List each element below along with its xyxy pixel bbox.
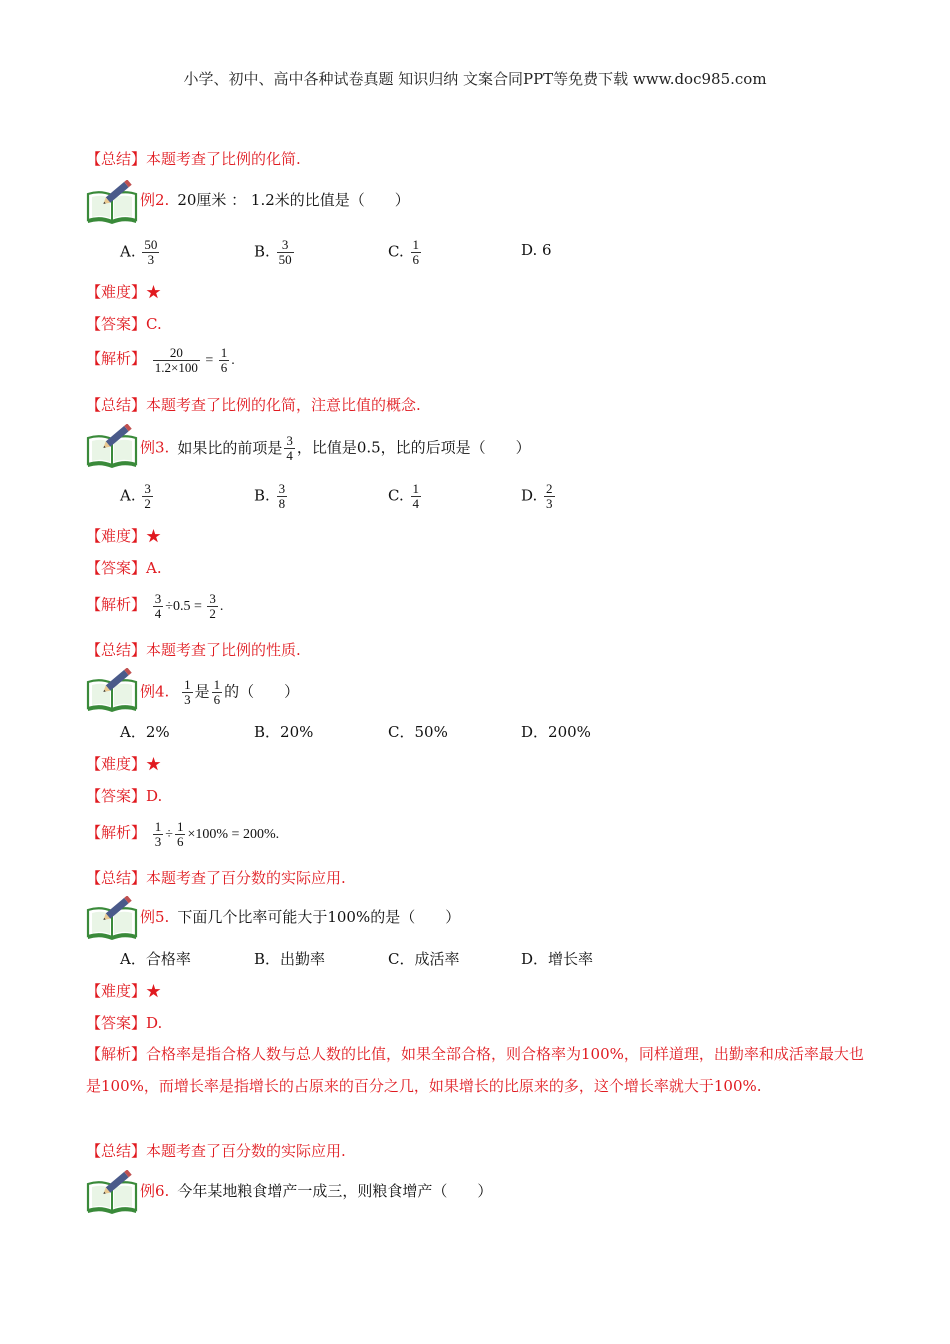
example-5-question: 例5. 下面几个比率可能大于100%的是（ ）: [140, 908, 461, 926]
summary-line: 【总结】本题考查了百分数的实际应用.: [86, 869, 346, 887]
summary-label: 【总结】: [86, 150, 147, 168]
star-icon: ★: [146, 283, 162, 301]
page-header: 小学、初中、高中各种试卷真题 知识归纳 文案合同PPT等免费下载 www.doc985.com: [183, 70, 767, 88]
summary-line: 【总结】本题考查了比例的化简，注意比值的概念.: [86, 396, 421, 414]
example-number: 例2.: [140, 191, 170, 209]
analysis-line: 【解析】 $\frac{20}{1.2\times 100}$ = $\frac{1}{6}$ .: [86, 345, 235, 375]
book-pencil-icon: [86, 180, 138, 224]
difficulty-line: 【难度】★: [86, 283, 162, 301]
example-number: 例6.: [140, 1182, 170, 1200]
analysis-line: 【解析】 $\frac{3}{4}$ ÷0.5 = $\frac{3}{2}$ .: [86, 591, 224, 621]
answer-line: 【答案】C.: [86, 315, 162, 333]
answer-line: 【答案】A.: [86, 559, 162, 577]
summary-line: 【总结】本题考查了百分数的实际应用.: [86, 1142, 346, 1160]
book-pencil-icon: [86, 668, 138, 712]
star-icon: ★: [146, 982, 162, 1000]
option-d: D. $\frac{2}{3}$: [521, 481, 553, 511]
option-c: C．50%: [388, 723, 448, 741]
answer-line: 【答案】D.: [86, 1014, 163, 1032]
question-text: 20厘米 ： 1.2米的比值是（ ）: [177, 191, 410, 209]
option-d: D．200%: [521, 723, 591, 741]
difficulty-line: 【难度】★: [86, 982, 162, 1000]
answer-value: D.: [146, 1014, 163, 1032]
answer-value: A.: [146, 559, 162, 577]
option-a: A．2%: [120, 723, 170, 741]
analysis-line: 【解析】 $\frac{1}{3}$ ÷ $\frac{1}{6}$ ×100% = 200%.: [86, 819, 280, 849]
option-d: D．增长率: [521, 950, 594, 968]
option-b: B．出勤率: [254, 950, 326, 968]
option-b: B. $\frac{3}{50}$: [254, 237, 292, 267]
difficulty-line: 【难度】★: [86, 527, 162, 545]
example-3-question: 例3. 如果比的前项是 $\frac{3}{4}$ ，比值是0.5，比的后项是（ ）: [140, 433, 531, 463]
analysis-paragraph: 【解析】合格率是指合格人数与总人数的比值，如果全部合格，则合格率为100%，同样道理，出勤率和成活率最大也是100%，而增长率是指增长的占原来的百分之几，如果增长的比原来的多，这个增长率就大于100%.: [86, 1045, 864, 1095]
option-a: A．合格率: [120, 950, 191, 968]
star-icon: ★: [146, 527, 162, 545]
book-pencil-icon: [86, 424, 138, 468]
example-2-question: [140, 190, 410, 210]
option-d: D. 6: [521, 241, 552, 259]
example-number: 例5.: [140, 908, 170, 926]
option-c: C．成活率: [388, 950, 460, 968]
option-c: C. $\frac{1}{6}$: [388, 237, 419, 267]
book-pencil-icon: [86, 896, 138, 940]
example-4-question: 例4. $\frac{1}{3}$ 是 $\frac{1}{6}$ 的（ ）: [140, 677, 300, 707]
example-number: 例4.: [140, 682, 170, 701]
summary-line: 【总结】本题考查了比例的性质.: [86, 641, 301, 659]
example-6-question: 例6. 今年某地粮食增产一成三，则粮食增产（ ）: [140, 1182, 493, 1200]
option-b: B．20%: [254, 723, 314, 741]
option-a: A. $\frac{3}{2}$: [120, 481, 151, 511]
summary-text: 本题考查了比例的化简.: [146, 150, 301, 168]
answer-value: D.: [146, 787, 163, 805]
book-pencil-icon: [86, 1170, 138, 1214]
difficulty-line: 【难度】★: [86, 755, 162, 773]
option-b: B. $\frac{3}{8}$: [254, 481, 286, 511]
summary-line-top: [86, 149, 301, 169]
example-number: 例3.: [140, 438, 170, 457]
answer-line: 【答案】D.: [86, 787, 163, 805]
option-a: A. $\frac{50}{3}$: [120, 237, 158, 267]
option-c: C. $\frac{1}{4}$: [388, 481, 419, 511]
star-icon: ★: [146, 755, 162, 773]
answer-value: C.: [146, 315, 162, 333]
